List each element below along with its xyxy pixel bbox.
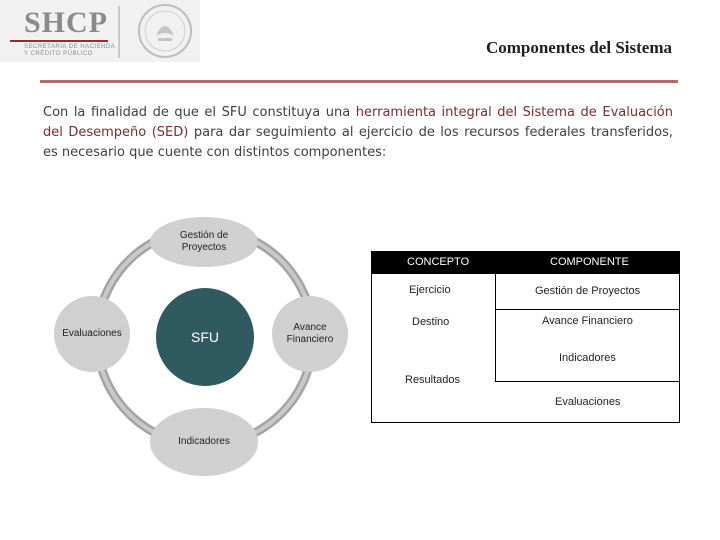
node-evaluaciones-label: Evaluaciones (62, 328, 122, 339)
table-divider (495, 274, 496, 381)
node-gestion-proyectos (150, 217, 258, 267)
node-avance-financiero-label: Avance Financiero (286, 322, 334, 345)
logo-subtitle-line1: SECRETARÍA DE HACIENDA (24, 44, 116, 50)
node-indicadores (150, 408, 258, 476)
table-divider (495, 309, 679, 310)
table-divider (495, 381, 679, 382)
slide-title: Componentes del Sistema (485, 38, 672, 57)
table-header-row (372, 252, 679, 274)
node-sfu-label: SFU (191, 329, 219, 345)
node-evaluaciones (54, 296, 130, 372)
concept-destino: Destino (412, 316, 450, 328)
intro-highlight: herramienta integral del Sistema de Evaluación del Desempeño (SED) (43, 105, 674, 140)
concept-component-table (371, 251, 680, 423)
component-gestion-proyectos: Gestión de Proyectos (535, 285, 641, 297)
node-indicadores-label: Indicadores (178, 436, 230, 447)
header-concepto: CONCEPTO (407, 256, 470, 268)
node-sfu (156, 288, 254, 386)
intro-text-1: Con la finalidad de que el SFU constituya una (43, 105, 356, 120)
component-avance-financiero: Avance Financiero (542, 315, 633, 327)
intro-text-2: para dar seguimiento al ejercicio de los recursos federales transferidos, es necesario que cuente con distintos componentes: (43, 125, 673, 160)
component-indicadores: Indicadores (559, 352, 616, 364)
concept-resultados: Resultados (405, 374, 461, 386)
shcp-logo-text: SHCP (24, 6, 109, 39)
node-gestion-proyectos-label: Gestión de Proyectos (179, 230, 229, 253)
component-evaluaciones: Evaluaciones (555, 396, 621, 408)
concept-ejercicio: Ejercicio (409, 284, 451, 296)
logo-subtitle-line2: Y CRÉDITO PÚBLICO (24, 51, 93, 57)
node-avance-financiero (272, 296, 348, 372)
header-componente: COMPONENTE (550, 256, 629, 268)
